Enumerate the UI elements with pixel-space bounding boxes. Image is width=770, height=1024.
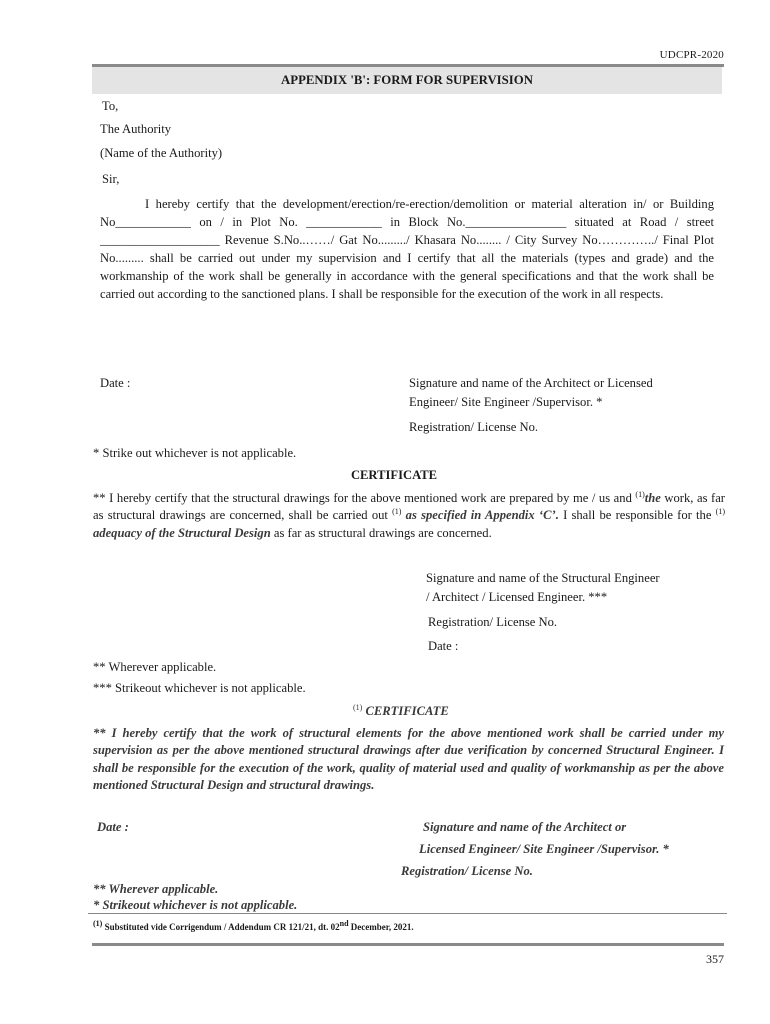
date-label: Date : bbox=[97, 820, 129, 834]
authority-line: The Authority bbox=[100, 122, 172, 136]
authority-name-line: (Name of the Authority) bbox=[100, 146, 223, 160]
registration-line: Registration/ License No. bbox=[401, 864, 533, 878]
footnote-note: ** Wherever applicable. bbox=[93, 882, 219, 896]
salutation: Sir, bbox=[102, 172, 120, 186]
structural-elements-certificate-paragraph: ** I hereby certify that the work of structural elements for the above mentioned work shall be carried under my supervision as per the above mentioned structural drawings after due verification by concerned Structural Engineer. I shall be responsible for the execution of the work, quality of material used and quality of workmanship as per the above mentioned Structural Design and structural drawings. bbox=[93, 726, 724, 793]
registration-line: Registration/ License No. bbox=[428, 615, 558, 629]
page-title: APPENDIX 'B': FORM FOR SUPERVISION bbox=[281, 73, 533, 87]
date-label: Date : bbox=[100, 376, 131, 390]
certificate-heading: $^{(1)}$ CERTIFICATE bbox=[353, 702, 449, 718]
footnote-note: *** Strikeout whichever is not applicable. bbox=[93, 681, 306, 695]
document-code: UDCPR-2020 bbox=[659, 49, 724, 61]
signature-line: Licensed Engineer/ Site Engineer /Supervisor. * bbox=[419, 842, 669, 856]
signature-line: Signature and name of the Architect or bbox=[423, 820, 627, 834]
bottom-rule bbox=[92, 943, 724, 946]
footnote-note: ** Wherever applicable. bbox=[93, 660, 217, 674]
strike-out-note: * Strike out whichever is not applicable. bbox=[93, 446, 297, 460]
to-line: To, bbox=[102, 99, 119, 113]
footnote-rule bbox=[88, 913, 727, 914]
structural-certificate-paragraph: ** I hereby certify that the structural drawings for the above mentioned work are prepared by me / us and $^{(1)}$the work, as far as structural drawings are concerned, shall be carried out $^{(1)}$ as specified in Appendix ‘C’. I shall be responsible for the $^{(1)}$ adequacy of the Structural Design as far as structural drawings are concerned. bbox=[93, 489, 725, 540]
registration-line: Registration/ License No. bbox=[409, 420, 539, 434]
signature-line: Signature and name of the Structural Engineer bbox=[426, 571, 660, 585]
footnote-note: * Strikeout whichever is not applicable. bbox=[93, 898, 298, 912]
signature-line: Engineer/ Site Engineer /Supervisor. * bbox=[409, 395, 603, 409]
date-label: Date : bbox=[428, 639, 459, 653]
page-number: 357 bbox=[706, 952, 724, 966]
certificate-heading: CERTIFICATE bbox=[350, 468, 438, 482]
supervision-paragraph: I hereby certify that the development/erection/re-erection/demolition or material alteration in/ or Building No____________ on / in Plot No. ____________ in Block No.________________ situated at Road / street ___________________ Revenue S.No..……/ Gat No........./ Khasara No........ / City Survey No…………../ Final Plot No......... shall be carried out under my supervision and I certify that all the materials (types and grade) and the workmanship of the work shall be generally in accordance with the general specifications and that the work shall be carried out according to the sanctioned plans. I shall be responsible for the execution of the work in all respects. bbox=[100, 197, 714, 301]
corrigendum-footnote: (1) Substituted vide Corrigendum / Addendum CR 121/21, dt. 02nd December, 2021. bbox=[93, 919, 414, 932]
signature-line: / Architect / Licensed Engineer. *** bbox=[426, 590, 608, 604]
signature-line: Signature and name of the Architect or Licensed bbox=[409, 376, 653, 390]
